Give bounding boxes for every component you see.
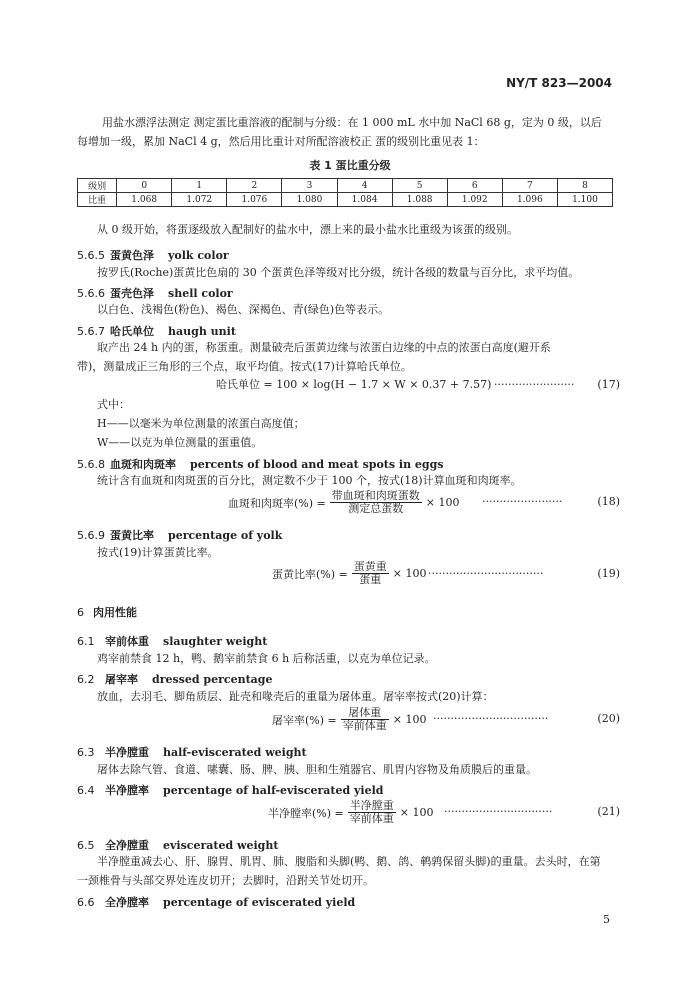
numerator: 半净膛重 [349,799,394,812]
formula-tail: × 100 [392,567,427,580]
heading-6-3 [77,744,307,760]
paragraph: 一颈椎骨与头部交界处连皮切开；去脚时，沿跗关节处切开。 [77,874,374,887]
section-number: 6.1 [77,635,95,648]
leader-dots: ······················· [494,378,575,391]
equation-number: (18) [597,495,620,508]
table-cell: 6 [447,179,502,193]
formula-lhs: 蛋黄比率(%) = [272,567,348,581]
paragraph: 放血，去羽毛、脚角质层、趾壳和喙壳后的重量为屠体重。屠宰率按式(20)计算： [97,690,494,703]
after-table-text: 从 0 级开始，将蛋逐级放入配制好的盐水中，漂上来的最小盐水比重级为该蛋的级别。 [97,223,518,236]
fraction [341,707,389,732]
heading-5-6-8 [77,456,443,472]
section-number: 6.5 [77,839,95,852]
section-title-en: yolk color [168,249,229,262]
table-row-density [78,193,613,207]
section-title-en: percentage of yolk [168,529,283,542]
formula-19 [272,561,426,586]
standard-number: NY/T 823—2004 [506,76,612,90]
equation-number: (21) [597,805,620,818]
row-label: 级别 [78,179,117,193]
section-number: 6.3 [77,746,95,759]
section-title-en: slaughter weight [163,635,268,648]
fraction [352,561,389,586]
section-title-en: half-eviscerated weight [163,746,307,759]
paragraph: 带)，测量成正三角形的三个点，取平均值。按式(17)计算哈氏单位。 [77,360,412,373]
table-cell: 1.092 [447,193,502,207]
formula-20 [272,707,426,732]
section-title: 蛋黄色泽 [110,249,154,262]
leader-dots: ································· [428,567,544,580]
table-cell: 4 [337,179,392,193]
formula-tail: × 100 [392,713,427,726]
section-title-en: eviscerated weight [163,839,279,852]
table-cell: 7 [502,179,557,193]
table-cell: 1.084 [337,193,392,207]
equation-number: (20) [597,712,620,725]
where-label: 式中： [97,398,130,411]
heading-6-4 [77,782,383,798]
section-title-en: percents of blood and meat spots in eggs [190,458,444,471]
paragraph: 按式(19)计算蛋黄比率。 [97,546,219,559]
leader-dots: ······················· [482,495,563,508]
numerator: 屠体重 [341,707,389,720]
section-title-en: percentage of half-eviscerated yield [163,784,384,797]
fraction [348,800,396,825]
section-number: 5.6.7 [77,325,105,338]
section-number: 6.2 [77,673,95,686]
section-number: 6.6 [77,896,95,909]
section-number: 5.6.5 [77,249,105,262]
definition-w: W——以克为单位测量的蛋重值。 [97,436,263,449]
section-title: 半净膛重 [105,746,149,759]
paragraph: 按罗氏(Roche)蛋黄比色扇的 30 个蛋黄色泽等级对比分级，统计各级的数量与百分比，求平均值。 [97,266,580,279]
fraction [330,490,422,515]
equation-number: (19) [597,567,620,580]
heading-6 [77,604,137,620]
numerator: 蛋黄重 [353,560,387,573]
leader-dots: ······························· [444,805,553,818]
denominator: 宰前体重 [349,812,394,825]
denominator: 蛋重 [359,573,382,586]
table-cell: 1.068 [117,193,172,207]
density-grade-table [77,178,613,207]
heading-6-2 [77,671,272,687]
formula-17: 哈氏单位 = 100 × log(H − 1.7 × W × 0.37 + 7.57) [216,378,492,391]
section-title-en: haugh unit [168,325,236,338]
formula-tail: × 100 [399,806,434,819]
heading-6-1 [77,633,267,649]
intro-line-1: 用盐水漂浮法测定 测定蛋比重溶液的配制与分级：在 1 000 mL 水中加 NaCl 68 g，定为 0 级，以后 [102,116,602,129]
table-cell: 1.076 [227,193,282,207]
table-caption: 表 1 蛋比重分级 [309,159,391,172]
table-cell: 1.100 [557,193,612,207]
heading-5-6-5 [77,247,229,263]
formula-lhs: 半净膛率(%) = [268,806,344,820]
heading-5-6-6 [77,285,233,301]
row-label: 比重 [78,193,117,207]
section-number: 5.6.8 [77,458,105,471]
formula-lhs: 屠宰率(%) = [272,713,337,727]
paragraph: 以白色、浅褐色(粉色)、褐色、深褐色、青(绿色)色等表示。 [97,303,390,316]
section-title: 宰前体重 [105,635,149,648]
formula-tail: × 100 [425,496,460,509]
table-cell: 1 [172,179,227,193]
section-number: 6.4 [77,784,95,797]
paragraph: 屠体去除气管、食道、嗉囊、肠、脾、胰、胆和生殖器官、肌胃内容物及角质膜后的重量。 [97,763,537,776]
section-number: 6 [77,606,84,619]
section-title: 肉用性能 [93,606,137,619]
table-cell: 0 [117,179,172,193]
section-title-en: percentage of eviscerated yield [163,896,356,909]
table-cell: 2 [227,179,282,193]
paragraph: 鸡宰前禁食 12 h，鸭、鹅宰前禁食 6 h 后称活重，以克为单位记录。 [97,652,436,665]
table-cell: 1.080 [282,193,337,207]
equation-number: (17) [597,378,620,391]
denominator: 测定总蛋数 [348,502,404,515]
table-cell: 1.072 [172,193,227,207]
section-title-en: shell color [168,287,233,300]
heading-6-5 [77,837,278,853]
table-cell: 5 [392,179,447,193]
section-title-en: dressed percentage [152,673,273,686]
heading-5-6-7 [77,323,236,339]
section-title: 全净膛重 [105,839,149,852]
formula-18 [228,490,459,515]
section-title: 哈氏单位 [110,325,154,338]
table-cell: 8 [557,179,612,193]
heading-6-6 [77,894,355,910]
formula-21 [268,800,433,825]
denominator: 宰前体重 [342,719,387,732]
leader-dots: ································· [433,712,549,725]
table-cell: 1.096 [502,193,557,207]
section-title: 全净膛率 [105,896,149,909]
paragraph: 半净膛重减去心、肝、腺胃、肌胃、肺、腹脂和头脚(鸭、鹅、鸽、鹌鹑保留头脚)的重量。去头时，在第 [97,855,601,868]
section-title: 屠宰率 [105,673,138,686]
numerator: 带血斑和肉斑蛋数 [331,489,420,502]
section-title: 蛋壳色泽 [110,287,154,300]
section-number: 5.6.6 [77,287,105,300]
paragraph: 统计含有血斑和肉斑蛋的百分比，测定数不少于 100 个，按式(18)计算血斑和肉斑率。 [97,474,522,487]
paragraph: 取产出 24 h 内的蛋，称蛋重。测量破壳后蛋黄边缘与浓蛋白边缘的中点的浓蛋白高度(避开系 [97,341,551,354]
section-number: 5.6.9 [77,529,105,542]
section-title: 半净膛率 [105,784,149,797]
section-title: 蛋黄比率 [110,529,154,542]
heading-5-6-9 [77,527,282,543]
definition-h: H——以毫米为单位测量的浓蛋白高度值； [97,417,305,430]
intro-line-2: 每增加一级，累加 NaCl 4 g，然后用比重计对所配溶液校正 蛋的级别比重见表 1： [77,135,485,148]
table-cell: 3 [282,179,337,193]
table-cell: 1.088 [392,193,447,207]
formula-lhs: 血斑和肉斑率(%) = [228,496,326,510]
section-title: 血斑和肉斑率 [110,458,176,471]
table-row-grade [78,179,613,193]
page-number: 5 [603,913,610,926]
